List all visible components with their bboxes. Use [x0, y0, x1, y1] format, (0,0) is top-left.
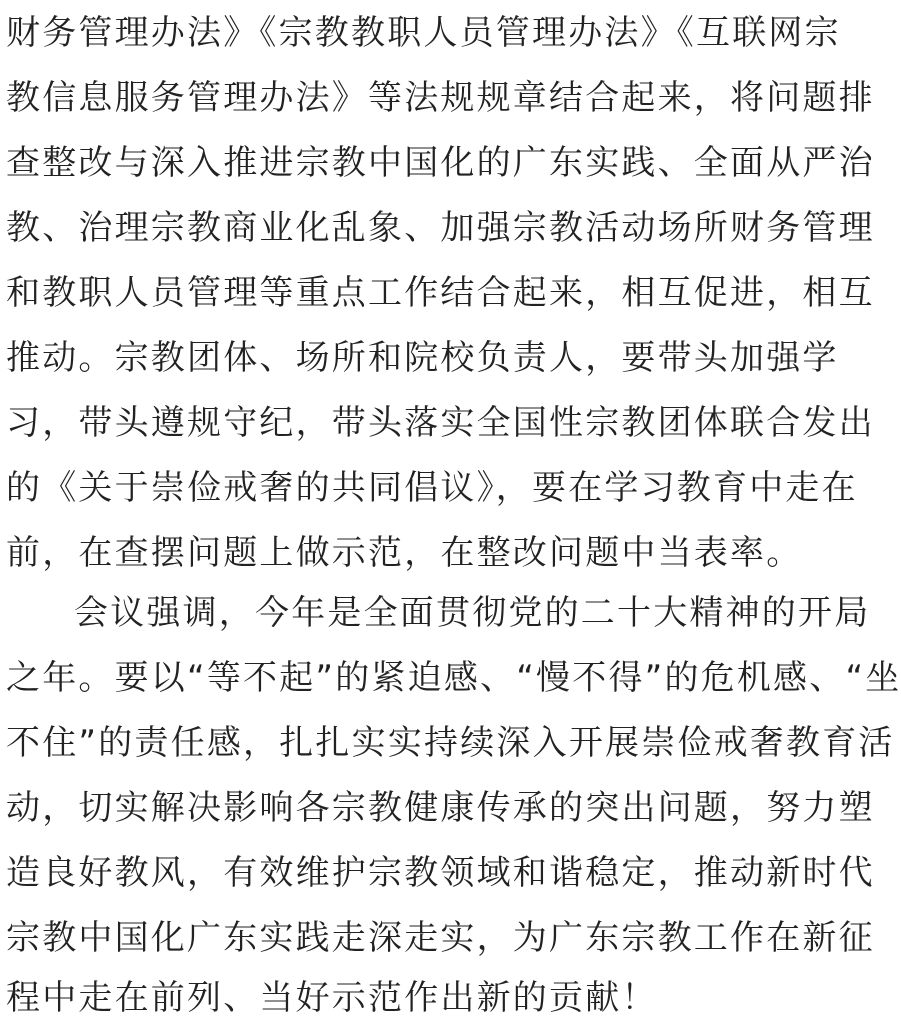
text-line: 和教职人员管理等重点工作结合起来，相互促进，相互 [6, 273, 875, 313]
text-line: 教信息服务管理办法》等法规规章结合起来，将问题排 [6, 78, 875, 118]
text-line: 造良好教风，有效维护宗教领域和谐稳定，推动新时代 [6, 853, 875, 893]
text-line: 查整改与深入推进宗教中国化的广东实践、全面从严治 [6, 143, 875, 183]
text-line: 之年。要以“等不起”的紧迫感、“慢不得”的危机感、“坐 [6, 658, 901, 698]
text-line: 推动。宗教团体、场所和院校负责人，要带头加强学 [6, 338, 839, 378]
text-line: 动，切实解决影响各宗教健康传承的突出问题，努力塑 [6, 788, 875, 828]
text-line: 前，在查摆问题上做示范，在整改问题中当表率。 [6, 533, 803, 573]
text-line: 财务管理办法》《宗教教职人员管理办法》《互联网宗 [6, 13, 841, 53]
text-line: 的《关于崇俭戒奢的共同倡议》，要在学习教育中走在 [6, 468, 858, 508]
text-line: 宗教中国化广东实践走深走实，为广东宗教工作在新征 [6, 918, 875, 958]
text-line: 教、治理宗教商业化乱象、加强宗教活动场所财务管理 [6, 208, 875, 248]
text-line: 习，带头遵规守纪，带头落实全国性宗教团体联合发出 [6, 403, 875, 443]
text-line: 会议强调，今年是全面贯彻党的二十大精神的开局 [74, 593, 871, 633]
text-line: 程中走在前列、当好示范作出新的贡献！ [6, 978, 658, 1018]
text-line: 不住”的责任感，扎扎实实持续深入开展崇俭戒奢教育活 [6, 723, 895, 763]
